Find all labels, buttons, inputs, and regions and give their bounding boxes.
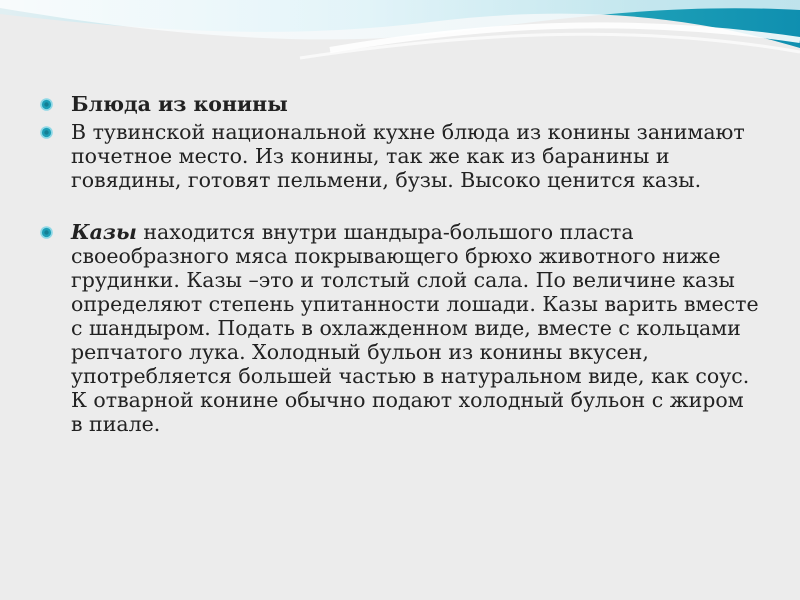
teal-sunburst-bullet-icon: [40, 126, 53, 139]
section-heading: Блюда из конины: [71, 92, 288, 116]
wave-header-decoration: [0, 0, 800, 80]
teal-sunburst-bullet-icon: [40, 98, 53, 111]
list-item-intro: [40, 120, 760, 192]
intro-paragraph: В тувинской национальной кухне блюда из конины занимают почетное место. Из конины, так же как из баранины и говядины, готовят пельмени, бузы. Высоко ценится казы.: [71, 120, 745, 192]
kazy-term: Казы: [71, 220, 137, 244]
list-item-kazy: [40, 220, 760, 436]
teal-sunburst-bullet-icon: [40, 226, 53, 239]
kazy-description: находится внутри шандыра-большого пласта своеобразного мяса покрывающего брюхо животного ниже грудинки. Казы –это и толстый слой сала. По величине казы определяют степень упитанности лошади. Казы варить вместе с шандыром. Подать в охлажденном виде, вместе с кольцами репчатого лука. Холодный бульон из конины вкусен, употребляется большей частью в натуральном виде, как соус. К отварной конине обычно подают холодный бульон с жиром в пиале.: [71, 220, 759, 436]
slide-body: [40, 92, 760, 440]
list-item-heading: [40, 92, 760, 116]
